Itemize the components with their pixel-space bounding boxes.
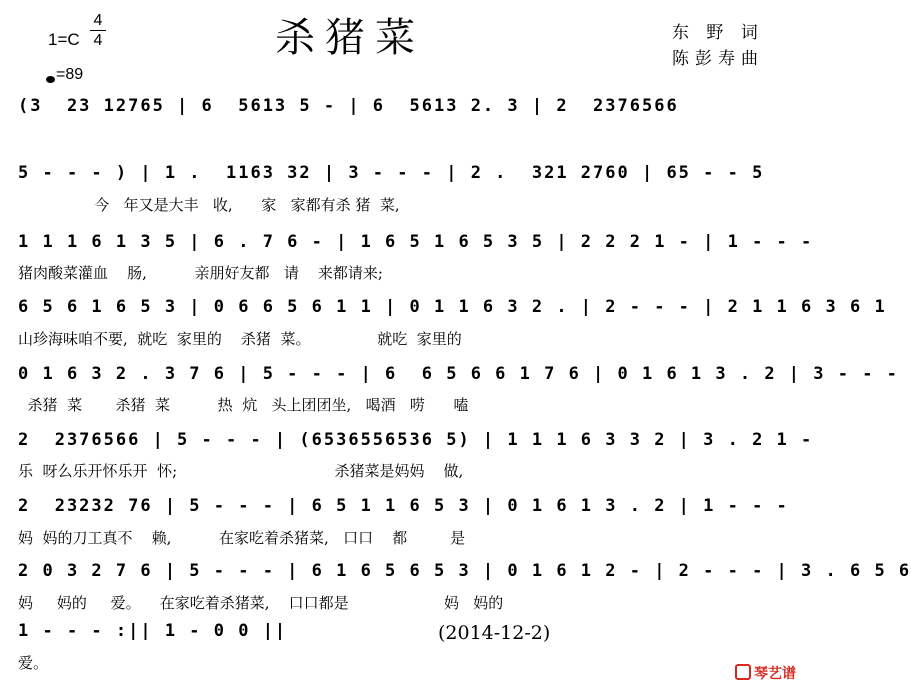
notation-line-4: 6 5 6 1 6 5 3 | 0 6 6 5 6 1 1 | 0 1 1 6 3 2 . | 2 - - - | 2 1 1 6 3 6 1 — [18, 297, 887, 317]
quarter-note-icon — [46, 76, 55, 83]
tempo-value: =89 — [56, 66, 84, 83]
composer-credit: 陈彭寿曲 — [672, 49, 764, 69]
time-signature — [90, 12, 106, 49]
lyrics-line-2: 今 年又是大丰 收, 家 家都有杀 猪 菜, — [18, 196, 400, 214]
notation-line-5: 0 1 6 3 2 . 3 7 6 | 5 - - - | 6 6 5 6 6 1 7 6 | 0 1 6 1 3 . 2 | 3 - - - — [18, 364, 899, 384]
notation-line-8: 2 0 3 2 7 6 | 5 - - - | 6 1 6 5 6 5 3 | 0 1 6 1 2 - | 2 - - - | 3 . 6 5 6 — [18, 561, 911, 581]
lyrics-line-4: 山珍海味咱不要, 就吃 家里的 杀猪 菜。 就吃 家里的 — [18, 330, 462, 348]
tempo-marking — [46, 66, 83, 84]
lyricist-credit: 东 野 词 — [672, 23, 764, 43]
lyrics-line-5: 杀猪 菜 杀猪 菜 热 炕 头上团团坐, 喝酒 唠 嗑 — [18, 396, 469, 414]
lyrics-line-9: 爱。 — [18, 654, 49, 672]
song-title: 杀猪菜 — [275, 15, 425, 61]
notation-line-3: 1 1 1 6 1 3 5 | 6 . 7 6 - | 1 6 5 1 6 5 3 5 | 2 2 2 1 - | 1 - - - — [18, 232, 814, 252]
composition-date: (2014-12-2) — [438, 622, 551, 644]
time-signature-divider — [90, 30, 106, 31]
music-logo-icon — [735, 664, 751, 680]
lyrics-line-8: 妈 妈的 爱。 在家吃着杀猪菜, 口口都是 妈 妈的 — [18, 594, 504, 612]
notation-line-2: 5 - - - ) | 1 . 1163 32 | 3 - - - | 2 . 321 2760 | 65 - - 5 — [18, 163, 765, 183]
watermark-text: 琴艺谱 — [754, 666, 796, 682]
time-signature-bottom: 4 — [93, 32, 103, 49]
notation-line-9: 1 - - - :|| 1 - 0 0 || — [18, 621, 288, 641]
site-watermark — [735, 662, 796, 683]
key-signature: 1=C — [48, 30, 80, 49]
notation-line-6: 2 2376566 | 5 - - - | (6536556536 5) | 1 1 1 6 3 3 2 | 3 . 2 1 - — [18, 430, 814, 450]
time-signature-top: 4 — [93, 12, 103, 29]
notation-line-7: 2 23232 76 | 5 - - - | 6 5 1 1 6 5 3 | 0 1 6 1 3 . 2 | 1 - - - — [18, 496, 789, 516]
notation-line-1: (3 23 12765 | 6 5613 5 - | 6 5613 2. 3 | 2 2376566 — [18, 96, 679, 116]
lyrics-line-3: 猪肉酸菜灌血 肠, 亲朋好友都 请 来都请来; — [18, 264, 383, 282]
lyrics-line-6: 乐 呀么乐开怀乐开 怀; 杀猪菜是妈妈 做, — [18, 462, 464, 480]
lyrics-line-7: 妈 妈的刀工真不 赖, 在家吃着杀猪菜, 口口 都 是 — [18, 529, 466, 547]
